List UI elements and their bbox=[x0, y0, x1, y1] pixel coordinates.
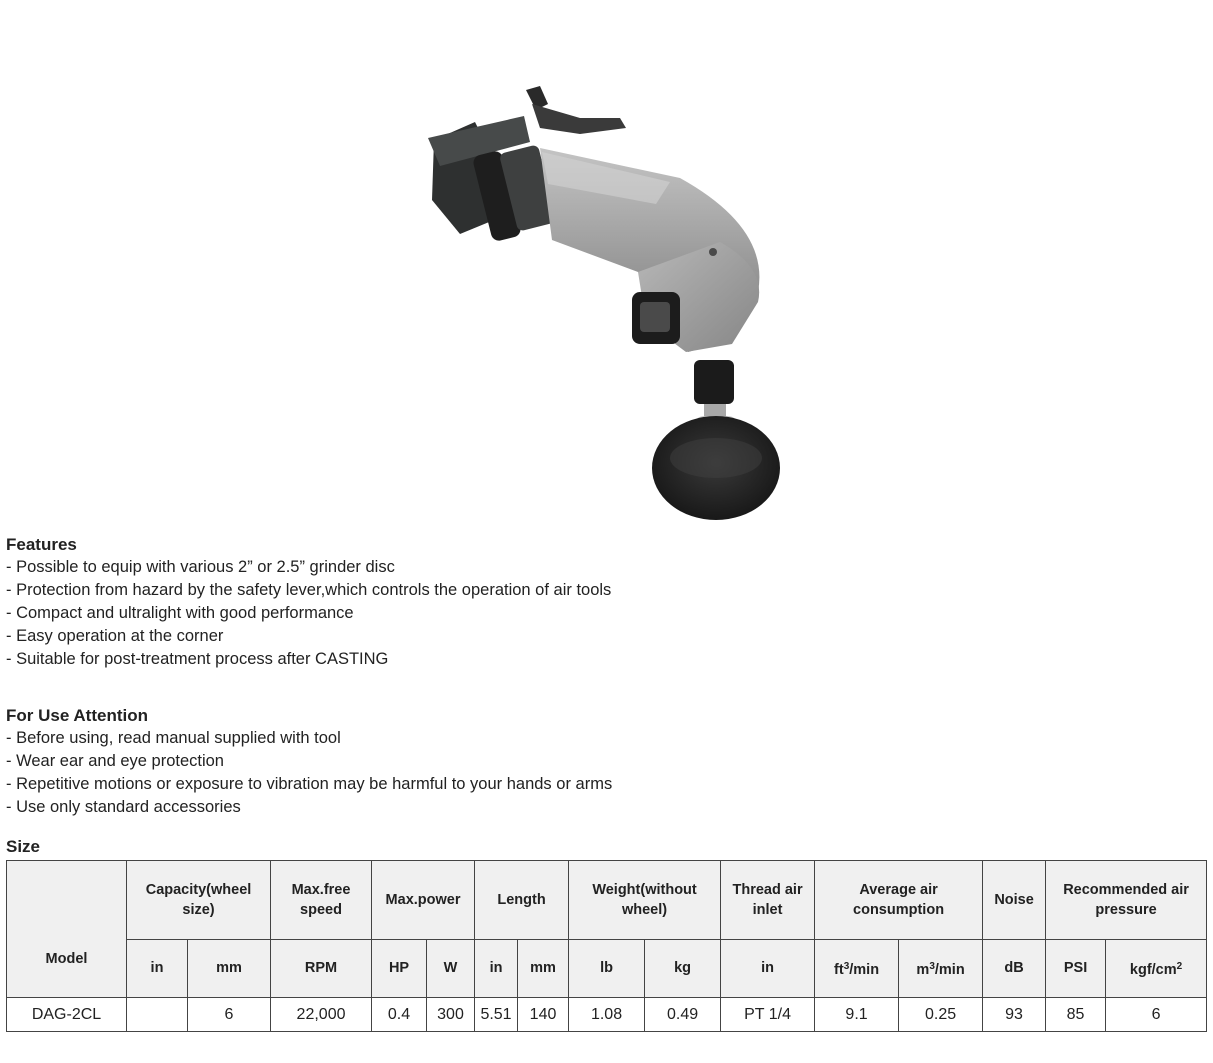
unit-cell: kg bbox=[645, 939, 721, 997]
unit-cell: in bbox=[127, 939, 188, 997]
length-header: Length bbox=[475, 861, 569, 940]
data-cell: 6 bbox=[188, 998, 271, 1032]
unit-cell: HP bbox=[372, 939, 427, 997]
data-cell: 300 bbox=[427, 998, 475, 1032]
unit-exponent: 3 bbox=[843, 960, 850, 972]
model-cell: DAG-2CL bbox=[7, 998, 127, 1032]
unit-cell: in bbox=[721, 939, 815, 997]
weight-header: Weight(without wheel) bbox=[569, 861, 721, 940]
features-section bbox=[6, 533, 611, 671]
unit-cell: dB bbox=[983, 939, 1046, 997]
data-cell: 0.4 bbox=[372, 998, 427, 1032]
unit-text: m bbox=[916, 961, 930, 978]
features-heading: Features bbox=[6, 535, 77, 554]
unit-text: /min bbox=[849, 961, 880, 978]
data-cell bbox=[127, 998, 188, 1032]
unit-exponent: 2 bbox=[1176, 960, 1183, 972]
feature-item: - Possible to equip with various 2” or 2.5” grinder disc bbox=[6, 558, 395, 576]
noise-header: Noise bbox=[983, 861, 1046, 940]
attention-item: - Before using, read manual supplied with tool bbox=[6, 729, 341, 747]
data-cell: 85 bbox=[1046, 998, 1106, 1032]
data-cell: 9.1 bbox=[815, 998, 899, 1032]
unit-cell: mm bbox=[188, 939, 271, 997]
data-cell: 140 bbox=[518, 998, 569, 1032]
attention-item: - Wear ear and eye protection bbox=[6, 752, 224, 770]
model-header: Model bbox=[7, 861, 127, 998]
unit-cell: in bbox=[475, 939, 518, 997]
attention-item: - Repetitive motions or exposure to vibration may be harmful to your hands or arms bbox=[6, 775, 613, 793]
feature-item: - Suitable for post-treatment process after CASTING bbox=[6, 650, 389, 668]
data-cell: 93 bbox=[983, 998, 1046, 1032]
pressure-header: Recommended air pressure bbox=[1046, 861, 1207, 940]
table-header-row bbox=[7, 861, 1207, 940]
unit-cell: mm bbox=[518, 939, 569, 997]
table-row bbox=[7, 998, 1207, 1032]
attention-heading: For Use Attention bbox=[6, 706, 148, 725]
spec-table bbox=[6, 860, 1207, 1032]
angle-grinder-image bbox=[420, 82, 800, 522]
data-cell: 6 bbox=[1106, 998, 1207, 1032]
feature-item: - Compact and ultralight with good performance bbox=[6, 604, 354, 622]
size-heading: Size bbox=[6, 837, 41, 856]
attention-item: - Use only standard accessories bbox=[6, 798, 241, 816]
unit-cell: lb bbox=[569, 939, 645, 997]
thread-header: Thread air inlet bbox=[721, 861, 815, 940]
unit-cell: RPM bbox=[271, 939, 372, 997]
power-header: Max.power bbox=[372, 861, 475, 940]
capacity-header: Capacity(wheel size) bbox=[127, 861, 271, 940]
data-cell: 0.49 bbox=[645, 998, 721, 1032]
unit-cell: W bbox=[427, 939, 475, 997]
air-header: Average air consumption bbox=[815, 861, 983, 940]
unit-text: kgf/cm bbox=[1129, 961, 1177, 978]
unit-text: /min bbox=[934, 961, 965, 978]
unit-exponent: 3 bbox=[929, 960, 935, 972]
unit-cell bbox=[899, 939, 983, 997]
feature-item: - Protection from hazard by the safety lever,which controls the operation of air tools bbox=[6, 581, 612, 599]
unit-cell bbox=[815, 939, 899, 997]
data-cell: 0.25 bbox=[899, 998, 983, 1032]
unit-cell: PSI bbox=[1046, 939, 1106, 997]
table-unit-row bbox=[7, 939, 1207, 997]
feature-item: - Easy operation at the corner bbox=[6, 627, 224, 645]
unit-text: ft bbox=[834, 961, 844, 978]
attention-section bbox=[6, 704, 612, 819]
data-cell: 22,000 bbox=[271, 998, 372, 1032]
speed-header: Max.free speed bbox=[271, 861, 372, 940]
unit-cell bbox=[1106, 939, 1207, 997]
data-cell: PT 1/4 bbox=[721, 998, 815, 1032]
data-cell: 1.08 bbox=[569, 998, 645, 1032]
data-cell: 5.51 bbox=[475, 998, 518, 1032]
